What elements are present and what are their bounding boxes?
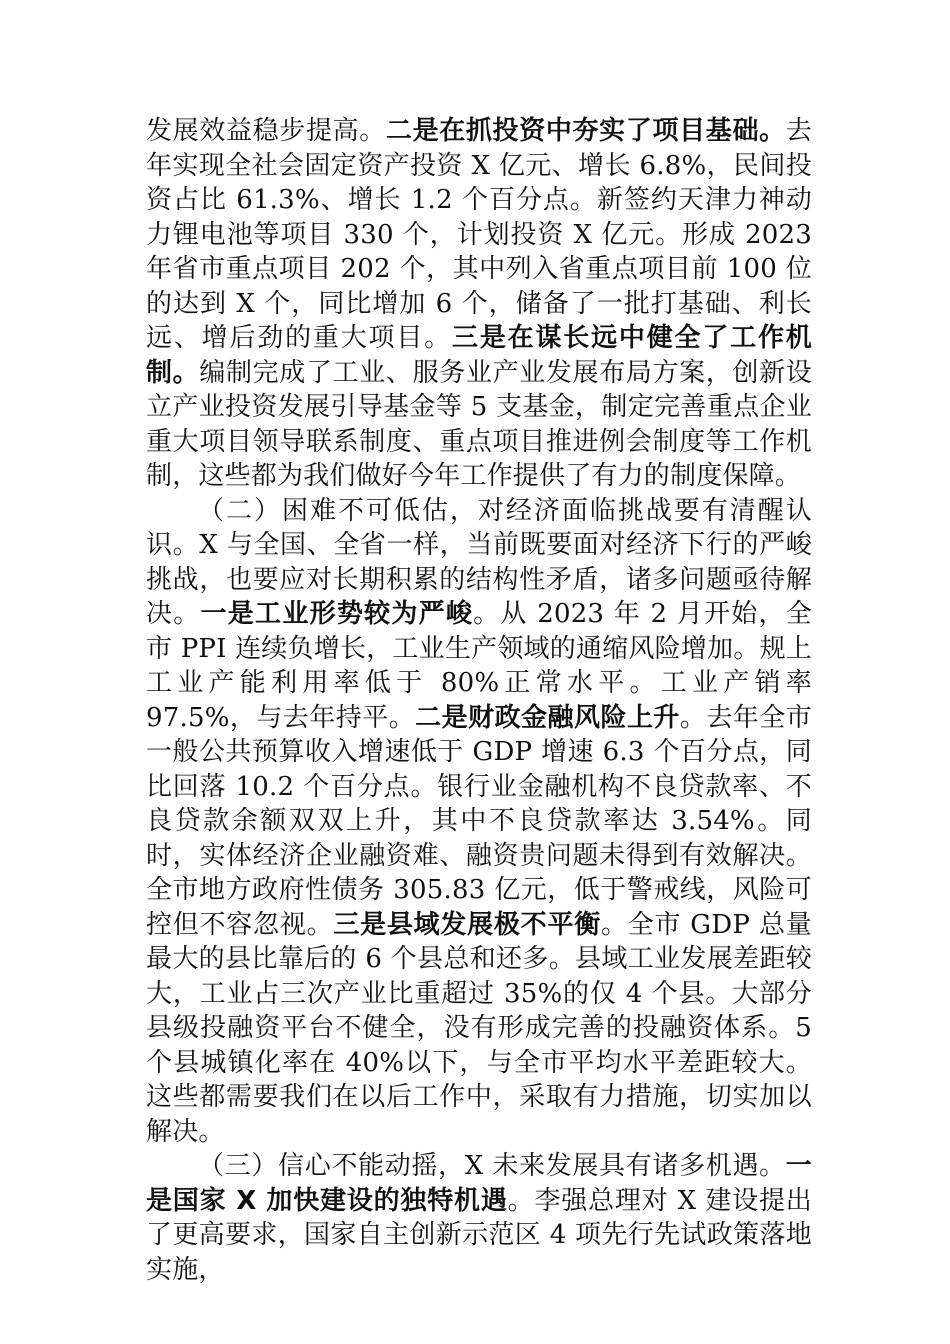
- document-page: [146, 114, 812, 1287]
- paragraph-opportunities: [146, 1149, 812, 1287]
- heading-run: 二是财政金融风险上升: [415, 702, 680, 733]
- text-run: 去年实现全社会固定资产投资 X 亿元、增长 6.8%，民间投资占比 61.3%、增长 1.2 个百分点。新签约天津力神动力锂电池等项目 330 个，计划投资 X 亿元。形成 2023 年省市重点项目 202 个，其中列入省重点项目前 100 位的达到 X 个，同比增加 6 个，储备了一批打基础、利长远、增后劲的重大项目。: [146, 116, 812, 353]
- heading-run: 一是工业形势较为严峻: [200, 599, 474, 629]
- heading-run: 二是在抓投资中夯实了项目基础。: [385, 116, 786, 146]
- text-run: （三）信心不能动摇，X 未来发展具有诸多机遇。: [198, 1151, 786, 1181]
- text-run: 。全市 GDP 总量最大的县比靠后的 6 个县总和还多。县域工业发展差距较大，工业占三次产业比重超过 35%的仅 4 个县。大部分县级投融资平台不健全，没有形成完善的投融资体系。5 个县城镇化率在 40%以下，与全市平均水平差距较大。这些都需要我们在以后工作中，采取有力措施，切实加以解决。: [146, 909, 812, 1147]
- text-run: （二）困难不可低估，对经济面临挑战要有清醒认识。X 与全国、全省一样，当前既要面对经济下行的严峻挑战，也要应对长期积累的结构性矛盾，诸多问题亟待解决。: [146, 495, 812, 629]
- paragraph-difficulties: [146, 494, 812, 1150]
- heading-run: 一是国家 X 加快建设的独特机遇: [146, 1151, 812, 1216]
- text-run: 发展效益稳步提高。: [146, 116, 386, 146]
- text-run: 。去年全市一般公共预算收入增速低于 GDP 增速 6.3 个百分点，同比回落 10.2 个百分点。银行业金融机构不良贷款率、不良贷款余额双双上升，其中不良贷款率达 3.54%。同时，实体经济企业融资难、融资贵问题未得到有效解决。全市地方政府性债务 305.83 亿元，低于警戒线，风险可控但不容忽视。: [146, 702, 812, 940]
- text-run: 编制完成了工业、服务业产业发展布局方案，创新设立产业投资发展引导基金等 5 支基金，制定完善重点企业重大项目领导联系制度、重点项目推进例会制度等工作机制，这些都为我们做好今年工作提供了有力的制度保障。: [146, 357, 812, 491]
- heading-run: 三是在谋长远中健全了工作机制。: [146, 323, 813, 388]
- text-run: 。从 2023 年 2 月开始，全市 PPI 连续负增长，工业生产领域的通缩风险增加。规上工业产能利用率低于 80%正常水平。工业产销率 97.5%，与去年持平。: [146, 599, 812, 733]
- heading-run: 三是县域发展极不平衡: [333, 909, 601, 940]
- text-run: 。李强总理对 X 建设提出了更高要求，国家自主创新示范区 4 项先行先试政策落地实施，: [146, 1185, 813, 1285]
- paragraph-investment: [146, 114, 812, 494]
